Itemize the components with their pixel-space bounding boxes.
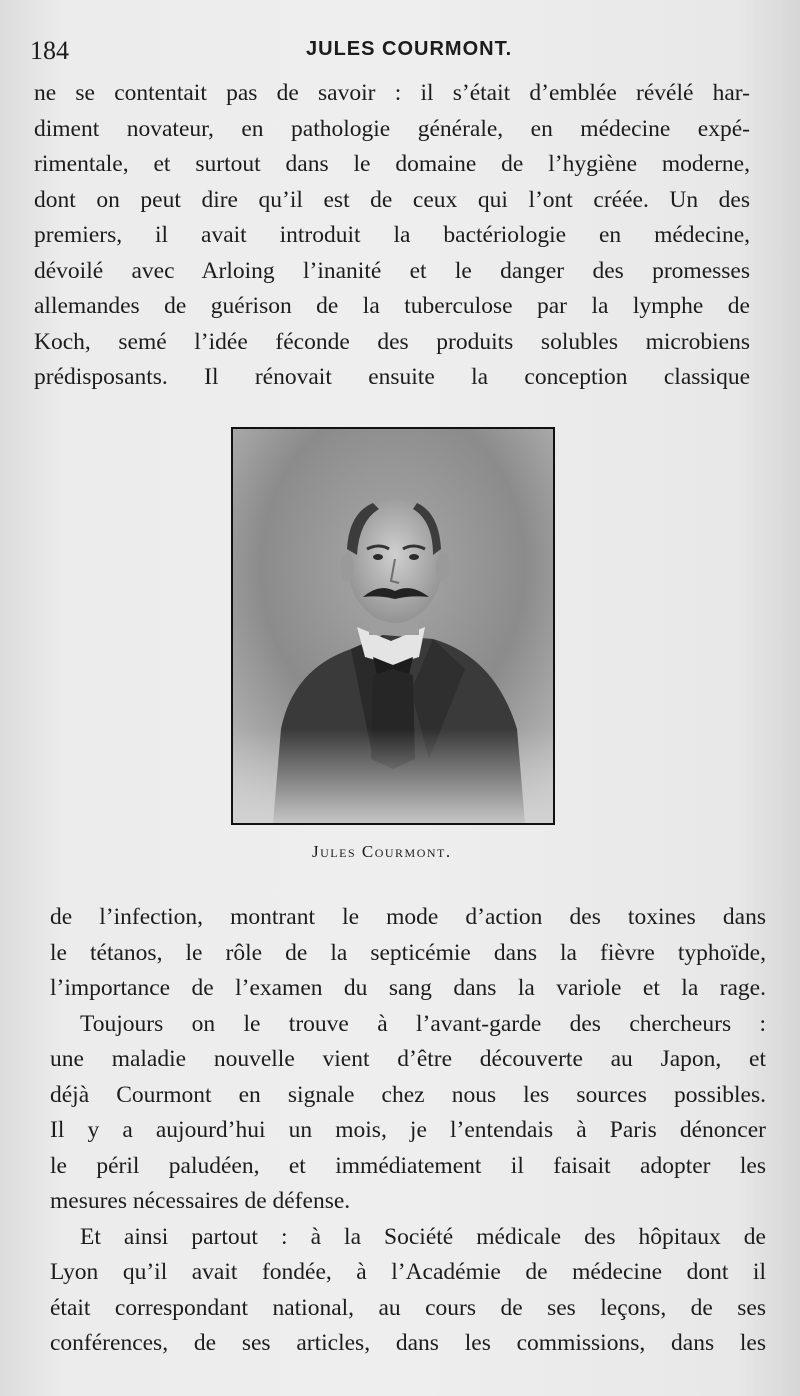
page-header (30, 34, 770, 70)
text-line: de l’infection, montrant le mode d’action des toxines dans (50, 904, 766, 930)
running-title: JULES COURMONT. (306, 38, 513, 60)
text-line: rimentale, et surtout dans le domaine de l’hygiène moderne, (34, 151, 750, 177)
text-line: une maladie nouvelle vient d’être découverte au Japon, et (50, 1046, 766, 1072)
portrait-caption: Jules Courmont. (312, 842, 452, 861)
text-line: allemandes de guérison de la tuberculose par la lymphe de (34, 293, 750, 319)
text-line: diment novateur, en pathologie générale, en médecine expé- (34, 115, 750, 142)
text-line: déjà Courmont en signale chez nous les sources possibles. (50, 1081, 766, 1108)
text-line: l’importance de l’examen du sang dans la variole et la rage. (50, 975, 766, 1001)
page-number: 184 (30, 36, 69, 65)
text-line: premiers, il avait introduit la bactériologie en médecine, (34, 222, 750, 248)
text-line: Toujours on le trouve à l’avant-garde des chercheurs : (80, 1010, 766, 1037)
text-line: Lyon qu’il avait fondée, à l’Académie de médecine dont il (50, 1259, 766, 1285)
portrait-illustration (233, 429, 553, 823)
text-line: mesures nécessaires de défense. (50, 1188, 351, 1214)
body-text-bottom (50, 900, 766, 1362)
text-line: ne se contentait pas de savoir : il s’était d’emblée révélé har- (34, 80, 750, 106)
text-line: conférences, de ses articles, dans les commissions, dans les (50, 1330, 766, 1356)
text-line: le tétanos, le rôle de la septicémie dans la fièvre typhoïde, (50, 939, 766, 966)
text-line: Et ainsi partout : à la Société médicale des hôpitaux de (80, 1223, 766, 1250)
text-line: dont on peut dire qu’il est de ceux qui l’ont créée. Un des (34, 186, 750, 213)
text-line: Koch, semé l’idée féconde des produits solubles microbiens (34, 328, 750, 355)
text-line: Il y a aujourd’hui un mois, je l’entendais à Paris dénoncer (50, 1117, 766, 1143)
text-line: le péril paludéen, et immédiatement il faisait adopter les (50, 1152, 766, 1179)
text-line: était correspondant national, au cours de ses leçons, de ses (50, 1294, 766, 1321)
body-text-top (34, 76, 750, 396)
text-line: prédisposants. Il rénovait ensuite la conception classique (34, 364, 750, 390)
text-line: dévoilé avec Arloing l’inanité et le danger des promesses (34, 257, 750, 284)
portrait-photo (231, 427, 555, 825)
